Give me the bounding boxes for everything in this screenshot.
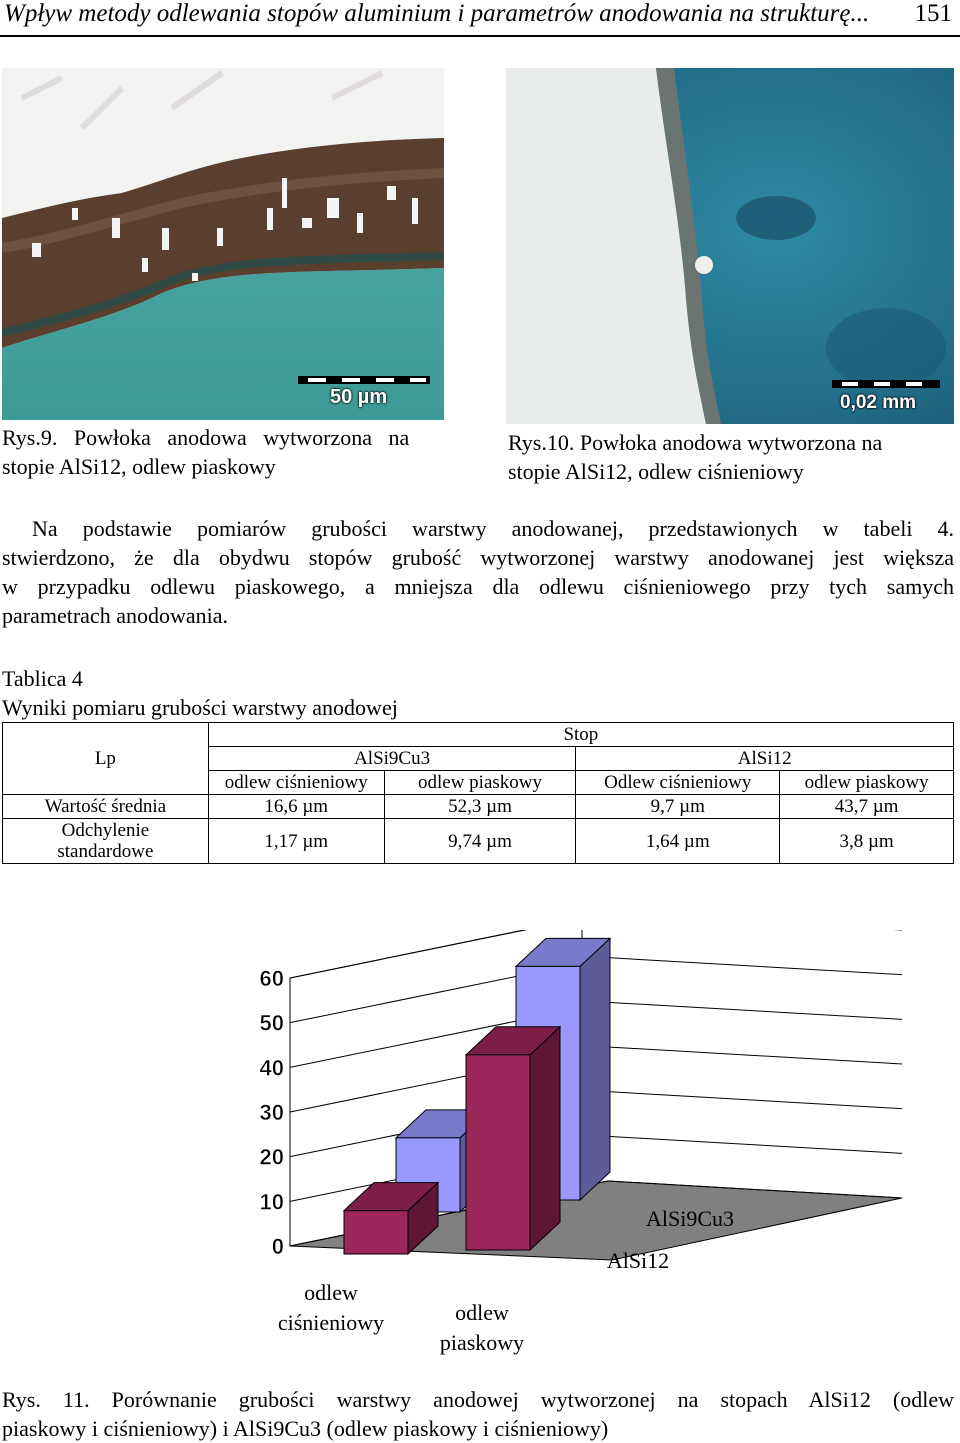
scale-bar-label-fig9: 50 µm (330, 386, 388, 408)
column-header: odlew piaskowy (384, 771, 576, 795)
table-cell: 3,8 µm (780, 819, 954, 864)
column-header: Odlew ciśnieniowy (576, 771, 780, 795)
chart-gridline (608, 1092, 902, 1109)
header-rule (0, 35, 960, 37)
table-cell: 9,7 µm (576, 795, 780, 819)
table-cell: 43,7 µm (780, 795, 954, 819)
caption-fig9-line2: stopie AlSi12, odlew piaskowy (2, 454, 276, 479)
table-cell: 16,6 µm (208, 795, 384, 819)
chart-category-label: ciśnieniowy (277, 1310, 385, 1335)
row-label: Wartość średnia (3, 795, 209, 819)
chart-category-label: odlew (455, 1300, 509, 1325)
bar-alsi12-0 (344, 1211, 408, 1254)
bar-chart-3d (0, 930, 960, 1370)
row-label-line: Odchylenie (61, 820, 150, 841)
chart-tick-label: 40 (259, 1055, 284, 1081)
chart-tick-label: 10 (259, 1189, 284, 1215)
chart-tick-label: 20 (259, 1144, 284, 1170)
paragraph-line: Na podstawie pomiarów grubości warstwy anodowanej, przedstawionych w tabeli 4. (32, 516, 954, 541)
table-row (3, 771, 954, 795)
column-header: odlew ciśnieniowy (208, 771, 384, 795)
caption-fig10-line2: stopie AlSi12, odlew ciśnieniowy (508, 459, 804, 484)
caption-fig10 (508, 428, 956, 486)
micrograph-fig9 (2, 68, 444, 420)
table-cell: 1,64 µm (576, 819, 780, 864)
paragraph-line: parametrach anodowania. (2, 603, 228, 628)
table-cell: 9,74 µm (384, 819, 576, 864)
chart-tick-label: 30 (259, 1100, 284, 1125)
caption-fig9 (2, 423, 472, 481)
row-label (3, 819, 209, 864)
chart-tick-label: 50 (259, 1010, 284, 1036)
table-row (3, 747, 954, 771)
row-label-line: standardowe (57, 841, 154, 862)
alloy-header-alsi9cu3: AlSi9Cu3 (208, 747, 576, 771)
chart-gridline (608, 1047, 902, 1064)
page-number: 151 (914, 0, 952, 27)
chart-gridline (608, 1136, 902, 1153)
paragraph-line: w przypadku odlewu piaskowego, a mniejsza dla odlewu ciśnieniowego przy tych samych (2, 574, 954, 599)
chart-category-label: odlew (304, 1280, 358, 1305)
running-title: Wpływ metody odlewania stopów aluminium i parametrów anodowania na strukturę... (4, 0, 870, 27)
chart-category-label: piaskowy (439, 1330, 525, 1355)
micrograph-fig10 (506, 68, 954, 424)
table-row (3, 795, 954, 819)
chart-series-label: AlSi9Cu3 (645, 1206, 735, 1231)
chart-caption-line: piaskowy i ciśnieniowy) i AlSi9Cu3 (odlew piaskowy i ciśnieniowy) (2, 1416, 609, 1441)
chart-tick-label: 0 (271, 1234, 284, 1259)
results-table (2, 722, 954, 864)
table-cell: 1,17 µm (208, 819, 384, 864)
table-row (3, 723, 954, 747)
column-header: odlew piaskowy (780, 771, 954, 795)
lp-header: Lp (3, 747, 209, 771)
table-row (3, 819, 954, 864)
chart-series-label: AlSi12 (606, 1248, 670, 1273)
lp-header-cell (3, 771, 209, 795)
body-paragraph (2, 514, 954, 630)
caption-fig9-line1: Rys.9. Powłoka anodowa wytworzona na (2, 425, 410, 450)
alloy-header-alsi12: AlSi12 (576, 747, 954, 771)
caption-fig10-line1: Rys.10. Powłoka anodowa wytworzona na (508, 430, 883, 455)
table-cell: 52,3 µm (384, 795, 576, 819)
lp-header-cell (3, 723, 209, 747)
chart-caption-line: Rys. 11. Porównanie grubości warstwy anodowej wytworzonej na stopach AlSi12 (odlew (2, 1387, 954, 1412)
bar-alsi12-1-side (530, 1027, 560, 1250)
table-title: Wyniki pomiaru grubości warstwy anodowej (2, 695, 398, 720)
chart-tick-label: 60 (259, 966, 284, 991)
chart-caption (2, 1385, 954, 1443)
chart-gridline (608, 958, 902, 975)
table-label: Tablica 4 (2, 666, 83, 691)
scale-bar-label-fig10: 0,02 mm (840, 392, 917, 413)
bar-alsi9cu3-1-side (580, 938, 610, 1200)
chart-gridline (608, 1002, 902, 1019)
bar-alsi12-1 (466, 1055, 530, 1250)
paragraph-line: stwierdzono, że dla obydwu stopów grubość wytworzonej warstwy anodowanej jest większa (2, 545, 954, 570)
stop-header: Stop (208, 723, 953, 747)
